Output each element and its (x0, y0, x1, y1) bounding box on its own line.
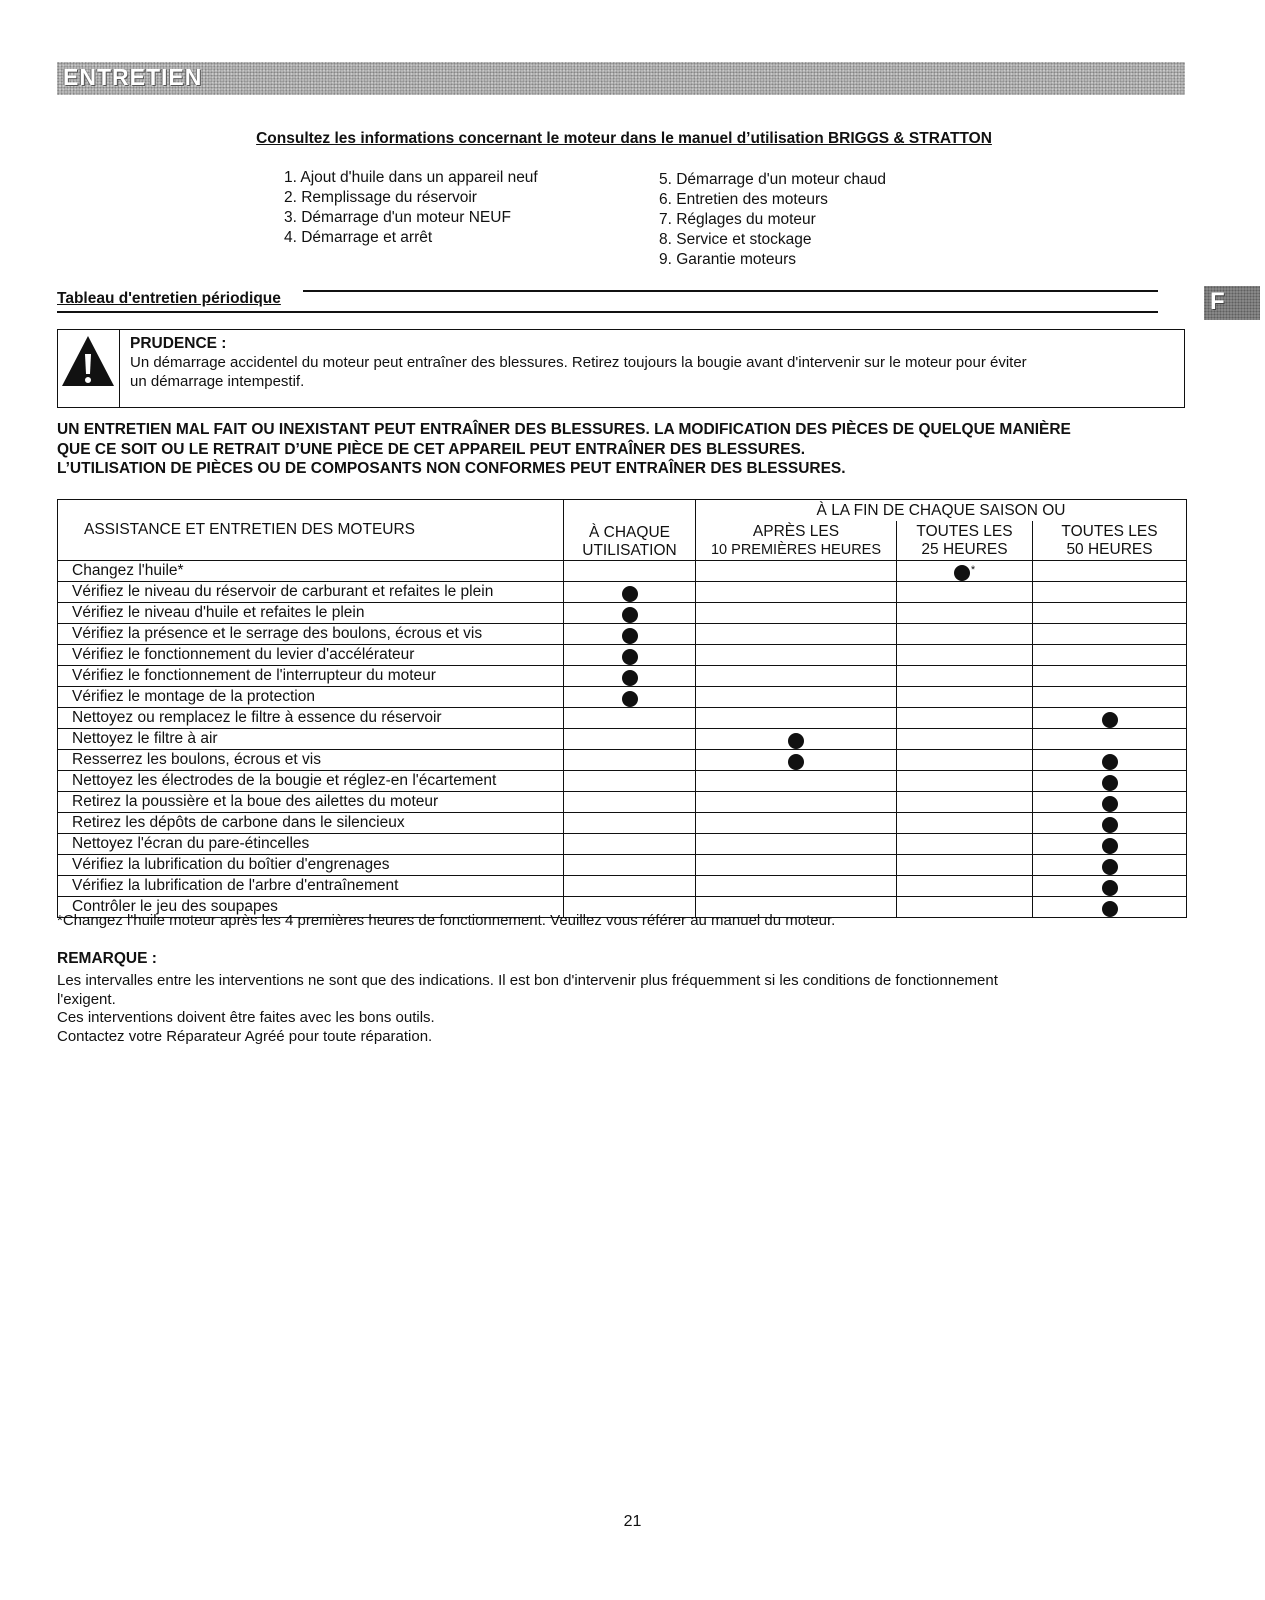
interval-cell (1033, 897, 1187, 918)
interval-cell (1033, 792, 1187, 813)
task-cell: Vérifiez la lubrification du boîtier d'engrenages (58, 855, 564, 876)
table-row (58, 876, 1187, 897)
interval-cell (696, 645, 897, 666)
interval-cell (564, 603, 696, 624)
caution-line: un démarrage intempestif. (130, 373, 305, 390)
interval-cell (897, 897, 1033, 918)
interval-cell (564, 729, 696, 750)
interval-cell (564, 813, 696, 834)
interval-cell (564, 792, 696, 813)
task-cell: Nettoyez les électrodes de la bougie et réglez-en l'écartement (58, 771, 564, 792)
interval-cell (1033, 603, 1187, 624)
interval-cell (897, 603, 1033, 624)
bullet-dot-icon (1102, 838, 1118, 854)
task-cell: Vérifiez le niveau d'huile et refaites le plein (58, 603, 564, 624)
toc-item: 2. Remplissage du réservoir (284, 189, 477, 206)
table-row (58, 645, 1187, 666)
header-25-line1: TOUTES LES (916, 522, 1013, 540)
remark-text (57, 972, 1177, 1046)
header-50-line2: 50 HEURES (1066, 540, 1153, 558)
interval-cell (1033, 666, 1187, 687)
warning-line: QUE CE SOIT OU LE RETRAIT D’UNE PIÈCE DE CET APPAREIL PEUT ENTRAÎNER DES BLESSURES. (57, 440, 806, 458)
interval-cell (1033, 834, 1187, 855)
interval-cell (897, 666, 1033, 687)
bullet-dot-icon (788, 754, 804, 770)
table-row (58, 561, 1187, 582)
bullet-dot-icon (1102, 796, 1118, 812)
interval-cell (696, 771, 897, 792)
interval-cell (1033, 729, 1187, 750)
caution-box (57, 329, 1185, 408)
remark-line: l'exigent. (57, 990, 116, 1008)
bullet-dot-icon (1102, 880, 1118, 896)
table-row (58, 855, 1187, 876)
interval-cell (564, 771, 696, 792)
bullet-dot-icon (622, 586, 638, 602)
interval-cell (564, 855, 696, 876)
interval-cell (564, 687, 696, 708)
section-title: ENTRETIEN (63, 64, 203, 90)
interval-cell (897, 750, 1033, 771)
interval-cell (897, 645, 1033, 666)
header-after-10-hours (696, 521, 897, 560)
interval-cell (897, 708, 1033, 729)
task-cell: Retirez la poussière et la boue des ailettes du moteur (58, 792, 564, 813)
remark-line: Les intervalles entre les interventions ne sont que des indications. Il est bon d'intervenir plus fréquemment si les conditions de fonctionnement (57, 972, 998, 989)
toc-item: 5. Démarrage d'un moteur chaud (659, 171, 886, 188)
table-row (58, 582, 1187, 603)
caution-line: Un démarrage accidentel du moteur peut entraîner des blessures. Retirez toujours la bougie avant d'intervenir sur le moteur pour éviter (130, 354, 1027, 371)
interval-cell (696, 792, 897, 813)
header-each-use (564, 500, 696, 561)
header-each-use-line1: À CHAQUE (589, 524, 670, 541)
remark-line: Ces interventions doivent être faites avec les bons outils. (57, 1009, 435, 1026)
interval-cell (897, 771, 1033, 792)
interval-cell (564, 708, 696, 729)
warning-line: UN ENTRETIEN MAL FAIT OU INEXISTANT PEUT ENTRAÎNER DES BLESSURES. LA MODIFICATION DES PIÈCES DE QUELQUE MANIÈRE (57, 421, 1071, 438)
bullet-dot-icon (1102, 754, 1118, 770)
task-cell: Vérifiez la lubrification de l'arbre d'entraînement (58, 876, 564, 897)
toc-item: 8. Service et stockage (659, 231, 812, 248)
interval-cell (696, 855, 897, 876)
interval-cell (1033, 561, 1187, 582)
interval-cell (1033, 687, 1187, 708)
interval-cell (897, 813, 1033, 834)
table-row (58, 624, 1187, 645)
interval-cell (564, 582, 696, 603)
interval-cell (696, 876, 897, 897)
bullet-dot-icon (1102, 775, 1118, 791)
interval-cell (897, 792, 1033, 813)
bullet-dot-icon (622, 670, 638, 686)
remark-title: REMARQUE : (57, 950, 157, 967)
task-cell: Vérifiez le niveau du réservoir de carburant et refaites le plein (58, 582, 564, 603)
interval-cell (897, 855, 1033, 876)
header-every-25-hours (897, 521, 1033, 560)
interval-cell (897, 624, 1033, 645)
interval-cell (897, 876, 1033, 897)
toc-item: 3. Démarrage d'un moteur NEUF (284, 209, 511, 226)
interval-cell (564, 624, 696, 645)
table-row (58, 750, 1187, 771)
bullet-dot-icon (622, 649, 638, 665)
interval-cell (1033, 624, 1187, 645)
interval-cell (564, 750, 696, 771)
header-after-10-line2: 10 PREMIÈRES HEURES (710, 541, 882, 558)
toc-item: 7. Réglages du moteur (659, 211, 816, 228)
interval-cell (897, 687, 1033, 708)
table-row (58, 771, 1187, 792)
task-cell: Resserrez les boulons, écrous et vis (58, 750, 564, 771)
bullet-dot-icon (622, 628, 638, 644)
consult-manual-line: Consultez les informations concernant le moteur dans le manuel d’utilisation BRIGGS & STRATTON (256, 130, 992, 147)
interval-cell (1033, 750, 1187, 771)
remark-line: Contactez votre Réparateur Agréé pour toute réparation. (57, 1027, 433, 1045)
interval-cell (564, 561, 696, 582)
header-25-line2: 25 HEURES (921, 540, 1008, 558)
task-cell: Vérifiez le montage de la protection (58, 687, 564, 708)
bullet-dot-icon (1102, 817, 1118, 833)
table-row (58, 729, 1187, 750)
section-header-bar (57, 62, 1185, 95)
task-cell: Nettoyez ou remplacez le filtre à essence du réservoir (58, 708, 564, 729)
table-row (58, 687, 1187, 708)
table-header-row (58, 500, 1187, 522)
table-row (58, 792, 1187, 813)
caution-title: PRUDENCE : (130, 335, 227, 352)
warning-triangle-icon (58, 330, 118, 406)
toc-right-column (659, 170, 886, 270)
header-every-50-hours (1033, 521, 1187, 560)
language-tab-label: F (1210, 288, 1225, 315)
interval-cell (1033, 708, 1187, 729)
interval-cell (1033, 645, 1187, 666)
task-cell: Retirez les dépôts de carbone dans le silencieux (58, 813, 564, 834)
caution-text (130, 334, 1164, 391)
bullet-dot-icon (1102, 859, 1118, 875)
bullet-dot-icon (788, 733, 804, 749)
header-season: À LA FIN DE CHAQUE SAISON OU (696, 500, 1187, 522)
section-rule-bottom (57, 311, 1158, 313)
toc-item: 4. Démarrage et arrêt (284, 229, 433, 246)
interval-cell (696, 813, 897, 834)
header-50-line1: TOUTES LES (1061, 522, 1158, 540)
interval-cell (696, 561, 897, 582)
task-cell: Vérifiez le fonctionnement de l'interrupteur du moteur (58, 666, 564, 687)
task-cell: Vérifiez le fonctionnement du levier d'accélérateur (58, 645, 564, 666)
interval-cell (564, 645, 696, 666)
header-each-use-line2: UTILISATION (582, 542, 677, 559)
interval-cell (564, 666, 696, 687)
table-row (58, 834, 1187, 855)
toc-left-column (284, 168, 538, 248)
table-row (58, 708, 1187, 729)
injury-warning (57, 420, 1207, 479)
interval-cell (1033, 813, 1187, 834)
interval-cell (564, 834, 696, 855)
interval-cell (696, 582, 897, 603)
footnote: *Changez l'huile moteur après les 4 premières heures de fonctionnement. Veuillez vous référer au manuel du moteur. (57, 912, 836, 929)
task-cell: Changez l'huile* (58, 561, 564, 582)
bullet-dot-icon (622, 607, 638, 623)
interval-cell (696, 666, 897, 687)
task-cell: Nettoyez le filtre à air (58, 729, 564, 750)
bullet-dot-icon (622, 691, 638, 707)
interval-cell (897, 561, 1033, 582)
warning-line: L’UTILISATION DE PIÈCES OU DE COMPOSANTS NON CONFORMES PEUT ENTRAÎNER DES BLESSURES. (57, 460, 846, 477)
toc-item: 1. Ajout d'huile dans un appareil neuf (284, 169, 538, 186)
bullet-dot-icon (1102, 901, 1118, 917)
interval-cell (696, 687, 897, 708)
table-row (58, 666, 1187, 687)
maintenance-schedule-table (57, 499, 1187, 918)
interval-cell (897, 729, 1033, 750)
task-cell: Nettoyez l'écran du pare-étincelles (58, 834, 564, 855)
table-row (58, 603, 1187, 624)
interval-cell (696, 729, 897, 750)
section-heading: Tableau d'entretien périodique (57, 290, 281, 307)
interval-cell (696, 750, 897, 771)
interval-cell (1033, 582, 1187, 603)
section-rule-top (303, 290, 1158, 292)
interval-cell (1033, 771, 1187, 792)
footnote-star: * (970, 564, 976, 576)
interval-cell (696, 834, 897, 855)
interval-cell (696, 624, 897, 645)
task-cell: Vérifiez la présence et le serrage des boulons, écrous et vis (58, 624, 564, 645)
interval-cell (897, 582, 1033, 603)
toc-item: 6. Entretien des moteurs (659, 191, 828, 208)
bullet-dot-icon (954, 565, 970, 581)
task-cell: Contrôler le jeu des soupapes (58, 897, 564, 918)
interval-cell (696, 708, 897, 729)
page-number: 21 (623, 1513, 642, 1530)
header-task: ASSISTANCE ET ENTRETIEN DES MOTEURS (58, 500, 564, 561)
header-after-10-line1: APRÈS LES (752, 522, 840, 540)
toc-item: 9. Garantie moteurs (659, 251, 796, 268)
bullet-dot-icon (1102, 712, 1118, 728)
language-tab (1204, 286, 1260, 320)
interval-cell (1033, 876, 1187, 897)
caution-icon-cell (58, 330, 120, 407)
interval-cell (696, 603, 897, 624)
interval-cell (564, 876, 696, 897)
interval-cell (897, 834, 1033, 855)
interval-cell (1033, 855, 1187, 876)
table-row (58, 813, 1187, 834)
